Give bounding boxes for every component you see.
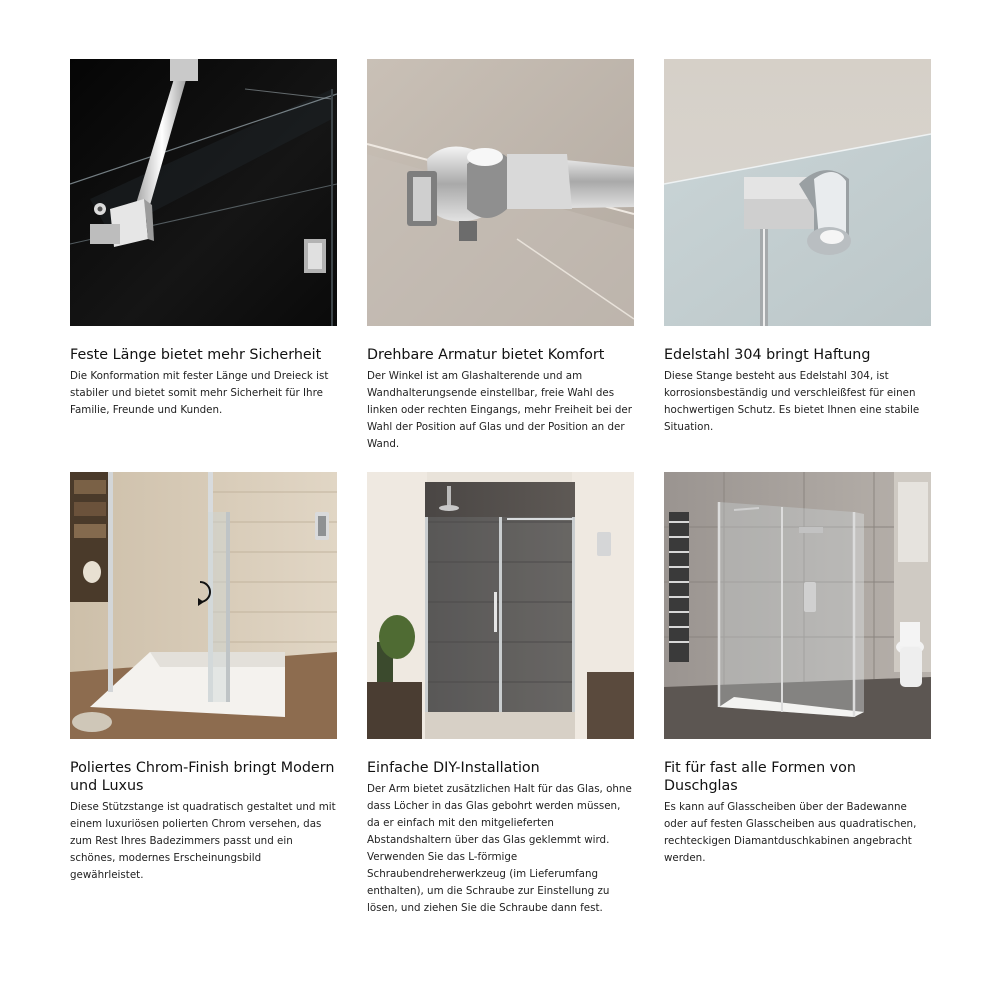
corner-shower-photo	[664, 472, 931, 739]
wall-bracket-photo	[664, 59, 931, 326]
feature-description: Diese Stützstange ist quadratisch gestaltet und mit einem luxuriösen polierten Chrom versehen, das zum Rest Ihres Badezimmers passt und ein schönes, modernes Erscheinungsbild gewährleistet.	[70, 801, 336, 881]
feature-card-fits-all-glass	[664, 472, 931, 867]
feature-title: Feste Länge bietet mehr Sicherheit	[70, 347, 322, 363]
feature-title: Edelstahl 304 bringt Haftung	[664, 347, 871, 363]
feature-description: Diese Stange besteht aus Edelstahl 304, ist korrosionsbeständig und verschleißfest für einen hochwertigen Schutz. Es bietet Ihnen eine stabile Situation.	[664, 370, 920, 433]
feature-card-stainless-steel	[664, 59, 931, 436]
feature-description: Es kann auf Glasscheiben über der Badewanne oder auf festen Glasscheiben aus quadratischen, rechteckigen Diamantduschkabinen angebracht werden.	[664, 801, 917, 864]
feature-description: Der Arm bietet zusätzlichen Halt für das Glas, ohne dass Löcher in das Glas gebohrt werden müssen, da er einfach mit den mitgelieferten Abstandshaltern über das Glas geklemmt wird. Verwenden Sie das L-förmige Schraubendreherwerkzeug (im Lieferumfang enthalten), um die Schraube zur Einstellung zu lösen, und ziehen Sie die Schraube dann fest.	[367, 783, 632, 914]
feature-description: Der Winkel ist am Glashalterende und am Wandhalterungsende einstellbar, freie Wahl des linken oder rechten Eingangs, mehr Freiheit bei der Wahl der Position auf Glas und der Position an der Wand.	[367, 370, 632, 450]
feature-title: Fit für fast alle Formen von Duschglas	[664, 760, 856, 794]
feature-title: Drehbare Armatur bietet Komfort	[367, 347, 605, 363]
shower-door-photo	[367, 472, 634, 739]
feature-card-rotating-fitting	[367, 59, 634, 453]
feature-title: Poliertes Chrom-Finish bringt Modern und Luxus	[70, 760, 335, 794]
support-arm-photo	[70, 59, 337, 326]
feature-card-diy-installation	[367, 472, 634, 917]
feature-description: Die Konformation mit fester Länge und Dreieck ist stabiler und bietet somit mehr Sicherheit für Ihre Familie, Freunde und Kunden.	[70, 370, 329, 416]
feature-card-fixed-length	[70, 59, 337, 419]
feature-title: Einfache DIY-Installation	[367, 760, 540, 776]
feature-card-chrome-finish	[70, 472, 337, 884]
glass-clamp-photo	[367, 59, 634, 326]
walk-in-shower-photo	[70, 472, 337, 739]
